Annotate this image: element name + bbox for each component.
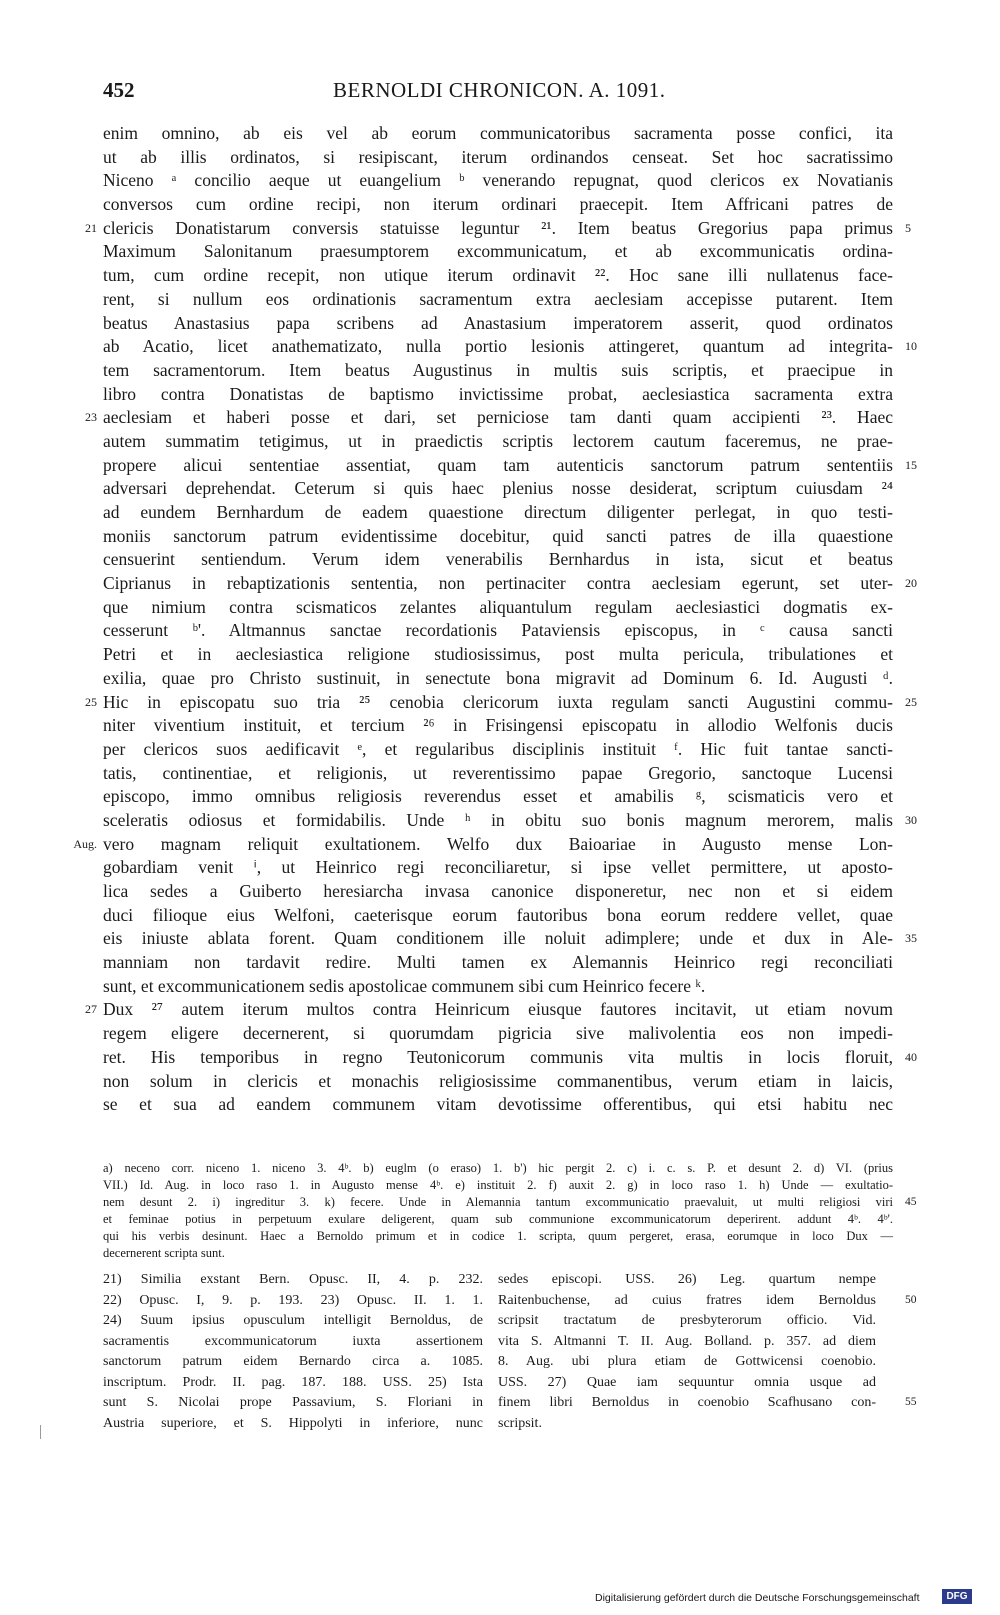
text-line (0, 667, 1000, 691)
text-line (0, 572, 1000, 596)
text-line (0, 406, 1000, 430)
text-line (0, 596, 1000, 620)
line-text: moniis sanctorum patrum evidentissime docebitur, quid sancti patres de illa quaestione (103, 525, 893, 546)
text-line (0, 1093, 1000, 1117)
footnote-right-column-text: USS. 27) Quae iam sequuntur omnia usque ad (498, 1374, 876, 1390)
variant-note-text: decernerent scripta sunt. (103, 1246, 225, 1260)
text-line (0, 714, 1000, 738)
text-line (0, 833, 1000, 857)
line-text: rent, si nullum eos ordinationis sacramentum extra aeclesiam accepisse putarent. Item (103, 288, 893, 309)
text-line (0, 454, 1000, 478)
line-text: ad eundem Bernhardum de eadem quaestione directum diligenter perlegat, in quo testi- (103, 502, 893, 522)
line-text: cesserunt ᵇ'. Altmannus sanctae recordationis Pataviensis episcopus, in ᶜ causa sancti (103, 620, 893, 641)
text-line (0, 785, 1000, 809)
line-text: exilia, quae pro Christo sustinuit, in senectute bona migravit ad Dominum 6. Id. Augusti ᵈ. (103, 667, 893, 688)
page-number: 452 (103, 78, 135, 102)
text-line (0, 951, 1000, 975)
text-line (0, 1046, 1000, 1070)
line-number: 20 (905, 576, 917, 591)
text-line (0, 691, 1000, 715)
running-title: BERNOLDI CHRONICON. A. 1091. (333, 78, 666, 102)
text-line (0, 383, 1000, 407)
text-line (0, 548, 1000, 572)
text-line (0, 312, 1000, 336)
footnote-left-column-text: sanctorum patrum eidem Bernardo circa a. 1085. (103, 1354, 483, 1369)
text-line (0, 1070, 1000, 1094)
variant-note-line (0, 1177, 1000, 1194)
variant-note-line (0, 1211, 1000, 1228)
variant-note-text: nem desunt 2. i) ingreditur 3. k) fecere. Unde in Alemannia tantum excommunicatio praevaluit, ut multi religiosi viri (103, 1195, 893, 1209)
footnote-row (0, 1393, 1000, 1414)
text-line (0, 477, 1000, 501)
line-text: tatis, continentiae, et religionis, ut reverentissimo papae Gregorio, sanctoque Lucensi (103, 762, 893, 783)
chronicle-text (0, 122, 1000, 1117)
line-number: 10 (905, 339, 917, 354)
line-text: adversari deprehendat. Ceterum si quis haec plenius nosse desiderat, scriptum cuiusdam ²⁴ (103, 478, 893, 499)
variant-note-text: VII.) Id. Aug. in loco raso 1. in Augusto mense 4ᵇ. e) instituit 2. f) auxit 2. g) in loco raso 1. h) Unde — exultatio- (103, 1178, 893, 1192)
digitization-credit: Digitalisierung gefördert durch die Deutsche Forschungsgemeinschaft (595, 1592, 920, 1604)
line-text: tum, cum ordine recepit, non utique iterum ordinavit ²². Hoc sane illi nullatenus face- (103, 265, 893, 286)
line-text: beatus Anastasius papa scribens ad Anastasium imperatorem asserit, quod ordinatos (103, 312, 893, 333)
line-text: Niceno ᵃ concilio aeque ut euangelium ᵇ venerando repugnat, quod clericos ex Novatianis (103, 170, 893, 191)
line-text: Petri et in aeclesiastica religione studiosissimus, post multa pericula, tribulationes et (103, 644, 893, 665)
line-number: 25 (905, 694, 917, 709)
line-text: Maximum Salonitanum praesumptorem excommunicatum, et ab excommunicatis ordina- (103, 241, 893, 262)
footnote-row (0, 1414, 1000, 1435)
line-text: clericis Donatistarum conversis statuisse leguntur ²¹. Item beatus Gregorius papa primus (103, 217, 893, 238)
line-text: propere alicui sententiae assentiat, quam tam autenticis sanctorum patrum sententiis (103, 454, 893, 475)
text-line (0, 193, 1000, 217)
line-text: que nimium contra scismaticos zelantes aliquantulum regulam aeclesiastici dogmatis ex- (103, 596, 893, 617)
line-text: conversos cum ordine recipi, non iterum ordinari praecepit. Item Affricani patres de (103, 194, 893, 215)
footnote-right-column-text: Raitenbuchense, ad cuius fratres idem Bernoldus (498, 1292, 876, 1308)
text-line (0, 998, 1000, 1022)
line-text: per clericos suos aedificavit ᵉ, et regularibus disciplinis instituit ᶠ. Hic fuit tantae sancti- (103, 738, 893, 759)
footnote-left-column-text: 24) Suum ipsius opusculum intelligit Bernoldus, de (103, 1313, 483, 1328)
footnote-row (0, 1332, 1000, 1353)
line-text: autem summatim tetigimus, ut in praedictis scriptis lectorem cautum faceremus, ne prae- (103, 430, 893, 451)
line-text: Dux ²⁷ autem iterum multos contra Heinricum eiusque fautores incitavit, ut etiam novum (103, 999, 893, 1020)
text-line (0, 264, 1000, 288)
line-number: 30 (905, 812, 917, 827)
text-line (0, 927, 1000, 951)
left-margin-number: 27 (85, 1002, 97, 1017)
line-text: vero magnam reliquit exultationem. Welfo dux Baioariae in Augusto mense Lon- (103, 833, 893, 854)
text-line (0, 217, 1000, 241)
line-text: duci filioque eius Welfoni, caeterisque eorum fautoribus bona eorum reddere vellet, quae (103, 904, 893, 925)
text-line (0, 809, 1000, 833)
line-number: 45 (905, 1196, 917, 1208)
line-text: eis iniuste ablata forent. Quam conditionem ille noluit adimplere; unde et dux in Ale- (103, 928, 893, 949)
footnote-row (0, 1311, 1000, 1332)
text-line (0, 122, 1000, 146)
line-text: censuerint sentiendum. Verum idem venerabilis Bernhardus in ista, sicut et beatus (103, 549, 893, 570)
line-number: 35 (905, 931, 917, 946)
variant-note-line (0, 1194, 1000, 1211)
footnote-right-column-text: 8. Aug. ubi plura etiam de Gottwicensi coenobio. (498, 1354, 876, 1369)
footnote-left-column-text: Austria superiore, et S. Hippolyti in inferiore, nunc (103, 1415, 483, 1431)
line-text: non solum in clericis et monachis religiosissime commanentibus, verum etiam in laicis, (103, 1070, 893, 1091)
dfg-logo: DFG (942, 1589, 972, 1604)
line-text: sceleratis odiosus et formidabilis. Unde ʰ in obitu suo bonis magnum merorem, malis (103, 809, 893, 830)
line-text: se et sua ad eandem communem vitam devotissime offerentibus, qui etsi habitu nec (103, 1094, 893, 1115)
left-margin-number: 25 (85, 694, 97, 709)
footnote-left-column-text: sacramentis excommunicatorum iuxta assertionem (103, 1333, 483, 1349)
variant-note-text: a) neceno corr. niceno 1. niceno 3. 4ᵇ. b) euglm (o eraso) 1. b') hic pergit 2. c) i. c. s. P. et desunt 2. d) VI. (prius (103, 1161, 893, 1175)
footnote-left-column-text: sunt S. Nicolai prope Passavium, S. Floriani in (103, 1395, 483, 1410)
line-text: ab Acatio, licet anathematizato, nulla portio lesionis attingeret, quantum ad integrita- (103, 336, 893, 357)
footnote-row (0, 1352, 1000, 1373)
text-line (0, 1022, 1000, 1046)
left-margin-number: 23 (85, 410, 97, 425)
text-line (0, 856, 1000, 880)
variant-notes (0, 1160, 1000, 1262)
line-text: Hic in episcopatu suo tria ²⁵ cenobia clericorum iuxta regulam sancti Augustini commu- (103, 691, 893, 712)
footnote-row (0, 1373, 1000, 1394)
line-number: 5 (905, 220, 911, 235)
line-number: 50 (905, 1293, 917, 1306)
text-line (0, 146, 1000, 170)
variant-note-line (0, 1160, 1000, 1177)
text-line (0, 240, 1000, 264)
text-line (0, 643, 1000, 667)
text-line (0, 762, 1000, 786)
text-line (0, 738, 1000, 762)
variant-note-text: et feminae potius in perpetuum exulare deligerent, quam sub communione excommunicatorum deperirent. addunt 4ᵇ. 4ᵇ'. (103, 1212, 893, 1226)
footnote-right-column-text: scripsit. (498, 1415, 542, 1431)
text-line (0, 619, 1000, 643)
text-line (0, 169, 1000, 193)
text-line (0, 975, 1000, 999)
text-line (0, 525, 1000, 549)
line-text: Ciprianus in rebaptizationis sententia, non pertinaciter contra aeclesiam egerunt, set uter- (103, 573, 893, 594)
footnote-row (0, 1270, 1000, 1291)
line-text: sunt, et excommunicationem sedis apostolicae communem sibi cum Heinrico fecere ᵏ. (103, 975, 706, 996)
footnote-row (0, 1291, 1000, 1312)
footnote-right-column-text: vita S. Altmanni T. II. Aug. Bolland. p. 357. ad diem (498, 1333, 876, 1349)
margin-mark (40, 1425, 41, 1439)
line-text: lica sedes a Guiberto heresiarcha invasa canonice disponeretur, nec non et si eidem (103, 881, 893, 901)
footnote-right-column-text: scripsit tractatum de presbyterorum officio. Vid. (498, 1313, 876, 1328)
line-text: niter viventium instituit, et tercium ²⁶ in Frisingensi episcopatu in allodio Welfonis ducis (103, 715, 893, 736)
line-text: ret. His temporibus in regno Teutonicorum communis vita multis in locis floruit, (103, 1046, 893, 1067)
footnote-left-column-text: 21) Similia exstant Bern. Opusc. II, 4. p. 232. (103, 1272, 483, 1287)
text-line (0, 880, 1000, 904)
text-line (0, 501, 1000, 525)
left-margin-number: 21 (85, 220, 97, 235)
line-number: 55 (905, 1396, 917, 1408)
line-text: ut ab illis ordinatos, si resipiscant, iterum ordinandos censeat. Set hoc sacratissimo (103, 146, 893, 167)
line-text: libro contra Donatistas de baptismo invictissime probat, aeclesiastica sacramenta extra (103, 383, 893, 404)
line-number: 15 (905, 457, 917, 472)
left-margin-number: Aug. (73, 836, 97, 851)
footnote-left-column-text: inscriptum. Prodr. II. pag. 187. 188. USS. 25) Ista (103, 1374, 483, 1390)
footnotes (0, 1270, 1000, 1434)
line-number: 40 (905, 1049, 917, 1064)
footnote-left-column-text: 22) Opusc. I, 9. p. 193. 23) Opusc. II. 1. 1. (103, 1292, 483, 1308)
line-text: enim omnino, ab eis vel ab eorum communicatoribus sacramenta posse confici, ita (103, 123, 893, 143)
line-text: regem eligere decernerent, si quorumdam pigricia sive malivolentia eos non impedi- (103, 1023, 893, 1044)
variant-note-line (0, 1228, 1000, 1245)
footnote-right-column-text: finem libri Bernoldus in coenobio Scafhusano con- (498, 1395, 876, 1410)
page-header (103, 78, 893, 108)
text-line (0, 904, 1000, 928)
text-line (0, 335, 1000, 359)
text-line (0, 359, 1000, 383)
line-text: gobardiam venit ⁱ, ut Heinrico regi reconciliaretur, si ipse vellet permittere, ut aposto- (103, 857, 893, 878)
line-text: aeclesiam et haberi posse et dari, set perniciose tam danti quam accipienti ²³. Haec (103, 407, 893, 428)
line-text: tem sacramentorum. Item beatus Augustinus in multis suis scriptis, et praecipue in (103, 359, 893, 380)
line-text: episcopo, immo omnibus religiosis reverendus esset et amabilis ᵍ, scismaticis vero et (103, 786, 893, 807)
variant-note-text: qui his verbis desinunt. Haec a Bernoldo primum et in codice 1. scripta, quum pergeret, erasa, eorumque in loco Dux — (103, 1229, 893, 1243)
variant-note-line (0, 1245, 1000, 1262)
line-text: manniam non tardavit redire. Multi tamen ex Alemannis Heinrico regi reconciliati (103, 952, 893, 973)
text-line (0, 288, 1000, 312)
footnote-right-column-text: sedes episcopi. USS. 26) Leg. quartum nempe (498, 1272, 876, 1287)
text-line (0, 430, 1000, 454)
